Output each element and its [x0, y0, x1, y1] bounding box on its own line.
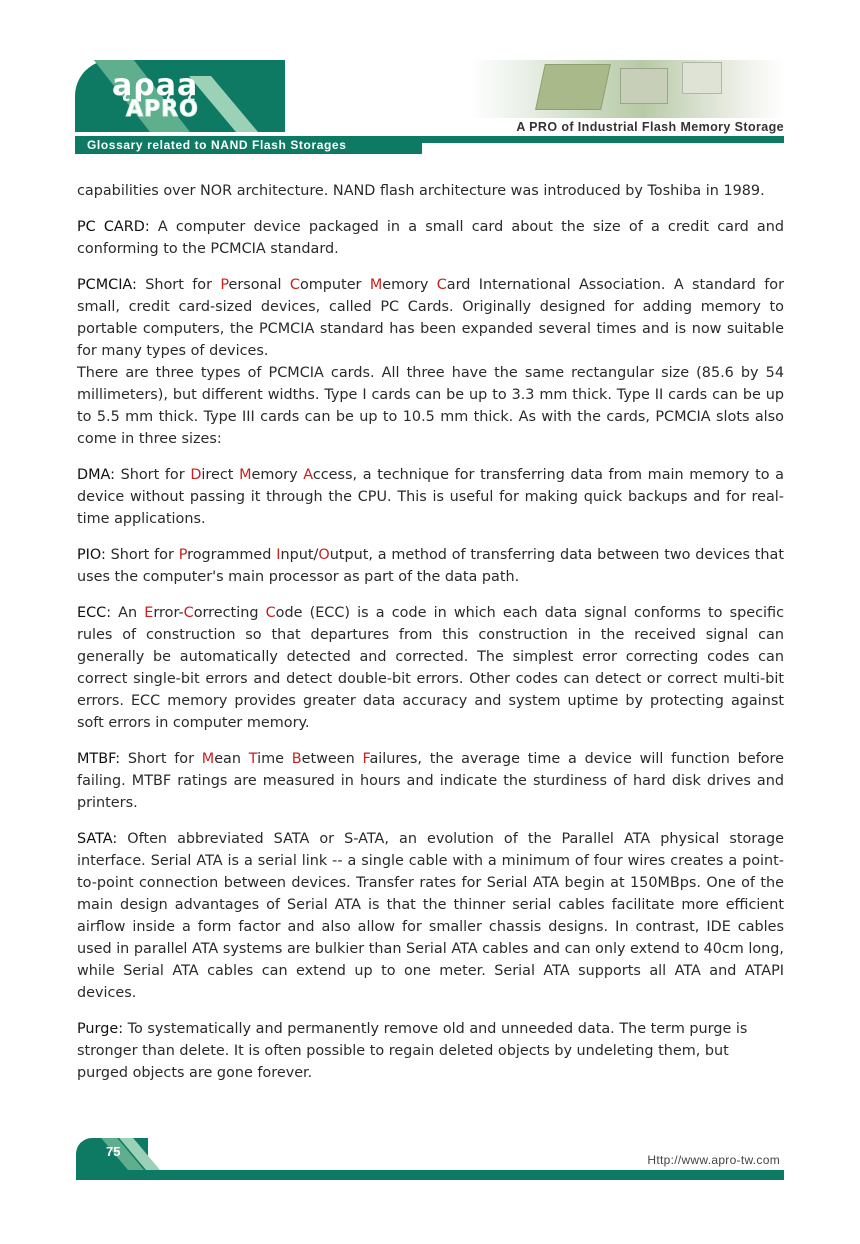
- header-photo: [470, 60, 784, 118]
- header-divider: [422, 140, 784, 154]
- definition-text: orrecting: [193, 605, 266, 621]
- entry-purge: [77, 1018, 784, 1084]
- entry-pcmcia: [77, 274, 784, 362]
- definition-text: Short for: [136, 277, 221, 293]
- acronym-letter: I: [276, 547, 281, 563]
- definition-text: emory: [251, 467, 304, 483]
- definition-text: An: [111, 605, 145, 621]
- acronym-letter: E: [144, 605, 154, 621]
- entry-pcmcia-types: There are three types of PCMCIA cards. All three have the same rectangular size (85.6 by 54 millimeters), but different widths. Type I cards can be up to 3.3 mm thick. Type II cards can be up to 5.5 mm thick. Type III cards can be up to 10.5 mm thick. As with the cards, PCMCIA slots also come in three sizes:: [77, 365, 784, 447]
- acronym-letter: M: [239, 467, 252, 483]
- section-title: Glossary related to NAND Flash Storages: [87, 138, 347, 152]
- term-label: MTBF:: [77, 751, 121, 767]
- logo-wordmark: APRO: [126, 97, 199, 122]
- term-label: PCMCIA:: [77, 277, 137, 293]
- definition-text: ccess, a technique for transferring data from main memory to a device without passing it through the CPU. This is useful for making quick backups and for real-time applications.: [77, 467, 784, 527]
- chip-graphic: [620, 68, 668, 104]
- term-label: ECC:: [77, 605, 112, 621]
- definition-text: To systematically and permanently remove old and unneeded data. The term purge is stronger than delete. It is often possible to regain deleted objects by undeleting them, but purged objects are gone forever.: [77, 1021, 748, 1081]
- definition-text: omputer: [299, 277, 370, 293]
- term-label: SATA:: [77, 831, 118, 847]
- definition-text: ean: [214, 751, 249, 767]
- term-label: Purge:: [77, 1021, 124, 1037]
- definition-text: etween: [301, 751, 363, 767]
- header-tagline: A PRO of Industrial Flash Memory Storage: [516, 120, 784, 134]
- definition-text: rror-: [153, 605, 184, 621]
- term-label: PC CARD:: [77, 219, 150, 235]
- acronym-letter: O: [318, 547, 330, 563]
- entry-dma: [77, 464, 784, 530]
- definition-text: Short for: [120, 751, 202, 767]
- footer-bar: [76, 1170, 784, 1180]
- acronym-letter: T: [248, 751, 258, 767]
- acronym-letter: C: [183, 605, 194, 621]
- entry-pio: [77, 544, 784, 588]
- definition-text: Often abbreviated SATA or S-ATA, an evolution of the Parallel ATA physical storage interface. Serial ATA is a serial link -- a single cable with a minimum of four wires creates a point-to-point connection between devices. Transfer rates for Serial ATA begin at 150MBps. One of the main design advantages of Serial ATA is that the thinner serial cables facilitate more efficient airflow inside a form factor and also allow for smaller chassis designs. In contrast, IDE cables used in parallel ATA systems are bulkier than Serial ATA cables and can only extend to 40cm long, while Serial ATA cables can extend up to one meter. Serial ATA supports all ATA and ATAPI devices.: [77, 831, 784, 1001]
- definition-text: emory: [382, 277, 437, 293]
- definition-text: ailures, the average time a device will function before failing. MTBF ratings are measured in hours and indicate the sturdiness of hard disk drives and printers.: [77, 751, 784, 811]
- entry-pc-card: [77, 216, 784, 260]
- definition-text: ersonal: [228, 277, 290, 293]
- acronym-letter: P: [178, 547, 188, 563]
- entry-mtbf: [77, 748, 784, 814]
- logo-mark: ąρąą: [112, 68, 199, 103]
- entry-sata: [77, 828, 784, 1004]
- acronym-letter: D: [190, 467, 202, 483]
- entry-ecc: [77, 602, 784, 734]
- acronym-letter: C: [265, 605, 276, 621]
- glossary-content: [77, 180, 784, 1098]
- definition-text: Short for: [105, 547, 179, 563]
- definition-text: Short for: [114, 467, 191, 483]
- definition-text: A computer device packaged in a small card about the size of a credit card and conforming to the PCMCIA standard.: [77, 219, 784, 257]
- page-number: 75: [106, 1144, 121, 1159]
- acronym-letter: F: [362, 751, 370, 767]
- definition-text: ode (ECC) is a code in which each data signal conforms to specific rules of construction so that departures from this construction in the received signal can generally be automatically detected and corrected. The simplest error correcting codes can correct single-bit errors and detect double-bit errors. Other codes can detect or correct multi-bit errors. ECC memory provides greater data accuracy and system uptime by protecting against soft errors in computer memory.: [77, 605, 784, 731]
- definition-text: nput/: [280, 547, 319, 563]
- acronym-letter: C: [436, 277, 447, 293]
- term-label: DMA:: [77, 467, 115, 483]
- acronym-letter: M: [369, 277, 383, 293]
- definition-text: ime: [257, 751, 292, 767]
- definition-text: ard International Association. A standard for small, credit card-sized devices, called PC Cards. Originally designed for adding memory to portable computers, the PCMCIA standard has been expanded several times and is now suitable for many types of devices.: [77, 277, 784, 359]
- website-url: Http://www.apro-tw.com: [647, 1153, 780, 1167]
- definition-text: rogrammed: [187, 547, 277, 563]
- acronym-letter: M: [201, 751, 215, 767]
- term-label: PIO:: [77, 547, 106, 563]
- intro-paragraph: capabilities over NOR architecture. NAND flash architecture was introduced by Toshiba in 1989.: [77, 183, 765, 199]
- chip-graphic: [535, 64, 611, 110]
- acronym-letter: P: [220, 277, 229, 293]
- chip-graphic: [682, 62, 722, 94]
- acronym-letter: C: [289, 277, 300, 293]
- definition-text: utput, a method of transferring data between two devices that uses the computer's main processor as part of the data path.: [77, 547, 785, 585]
- acronym-letter: A: [303, 467, 313, 483]
- definition-text: irect: [201, 467, 240, 483]
- acronym-letter: B: [291, 751, 302, 767]
